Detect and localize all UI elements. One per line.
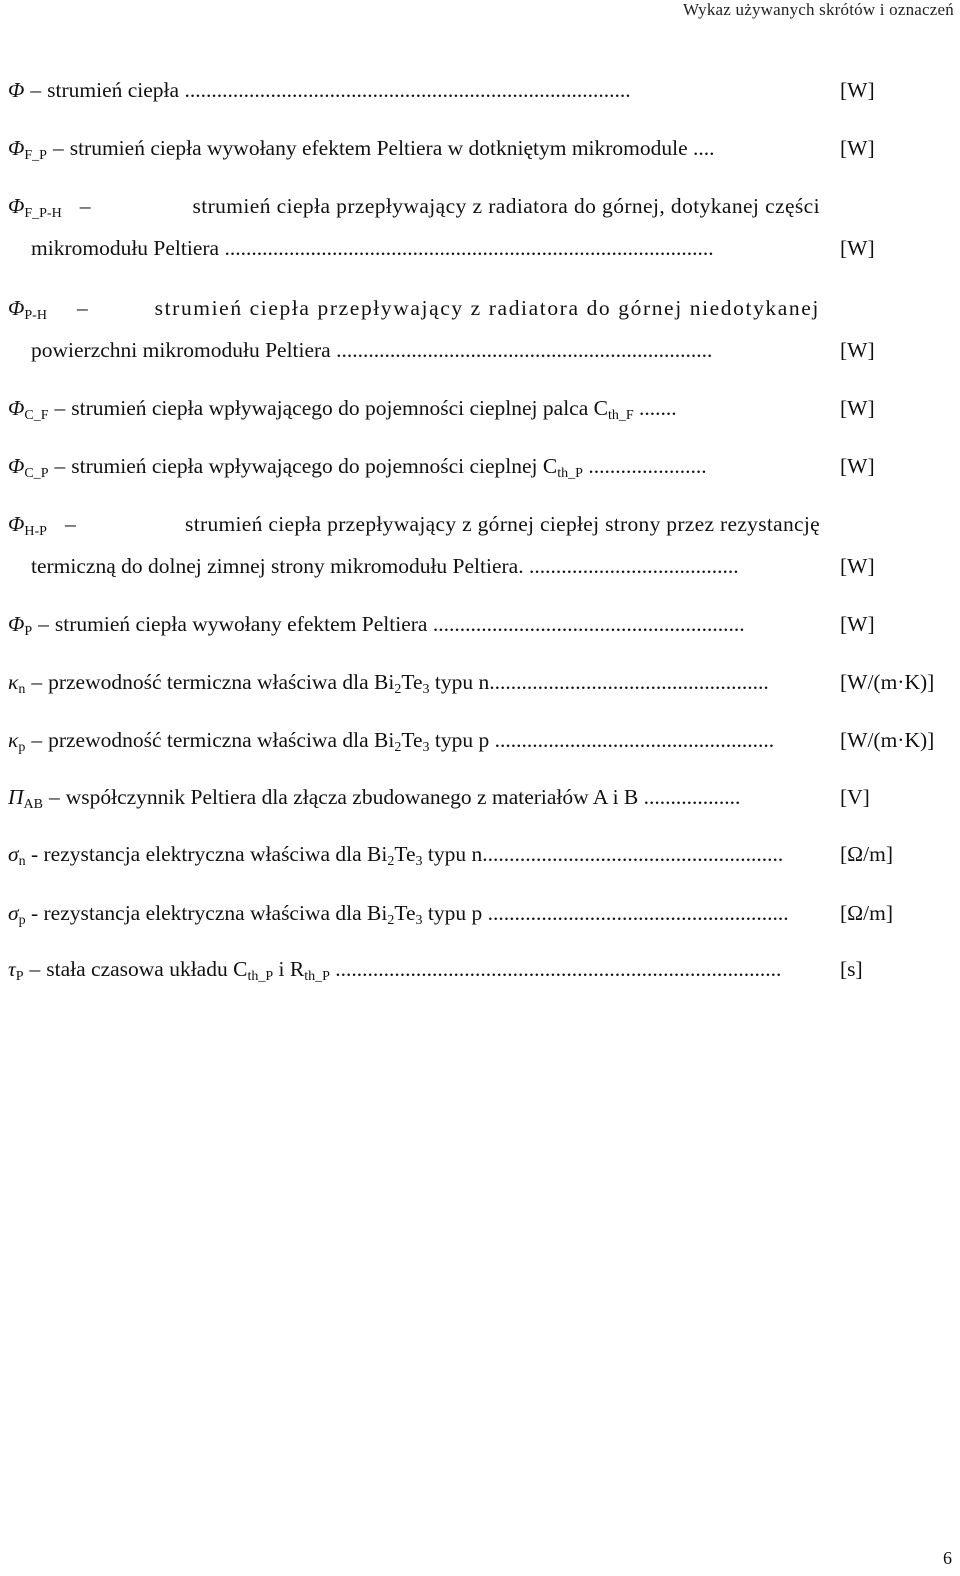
unit: [W] <box>840 338 875 362</box>
unit: [W] <box>840 136 875 160</box>
definition-text: współczynnik Peltiera dla złącza zbudowanego z materiałów A i B .................. <box>65 785 741 809</box>
unit: [W] <box>840 236 875 260</box>
definition-text: - rezystancja elektryczna właściwa dla Bi <box>30 901 388 925</box>
list-item: $\sigma_p$ - rezystancja elektryczna właściwa dla $Bi_2Te_3$ typu p ........................................................ [Ω/m] <box>0 898 960 954</box>
symbol: Φ <box>8 454 25 478</box>
symbol: Φ <box>8 296 25 320</box>
symbol: Φ <box>8 194 25 218</box>
symbol-subscript: P-H <box>24 308 47 323</box>
definition-text: przewodność termiczna właściwa dla Bi <box>48 670 395 694</box>
symbol: σ <box>8 901 19 925</box>
symbol: Φ <box>8 612 25 636</box>
definition-text: strumień ciepła wpływającego do pojemności cieplnej palca <box>71 396 589 420</box>
list-item: $\kappa_p$ – przewodność termiczna właściwa dla $Bi_2Te_3$ typu p .................................................... [W/(m·K)] <box>0 725 960 782</box>
definition-text: strumień ciepła wpływającego do pojemności cieplnej <box>71 454 538 478</box>
list-item: Φ – strumień ciepła ................................................................................... [W] <box>0 75 960 133</box>
symbol: τ <box>8 957 16 981</box>
list-item: $\sigma_n$ - rezystancja elektryczna właściwa dla $Bi_2Te_3$ typu n........................................................ [Ω/m] <box>0 839 960 898</box>
unit: [W] <box>840 612 875 636</box>
symbol: κ <box>8 670 19 694</box>
symbol-subscript: P <box>24 624 33 639</box>
symbol: Φ <box>8 136 25 160</box>
definition-text: strumień ciepła przepływający z górnej ciepłej strony przez rezystancję <box>185 512 820 536</box>
definition-continuation: termiczną do dolnej zimnej strony mikromodułu Peltiera. ....................................... <box>31 554 739 578</box>
definition-continuation: mikromodułu Peltiera ........................................................................................... <box>31 236 714 260</box>
unit: [W/(m·K)] <box>840 728 935 752</box>
symbol-subscript: C_F <box>24 408 49 423</box>
definition-text: strumień ciepła przepływający z radiatora do górnej, dotykanej części <box>192 194 820 218</box>
unit: [W/(m·K)] <box>840 670 935 694</box>
list-item: $\Phi_{F\_P-H}$ – strumień ciepła przepływający z radiatora do górnej, dotykanej części mikromodułu Peltiera ........................................................................................... [W] <box>0 191 960 293</box>
symbol-subscript: p <box>18 913 26 928</box>
list-item: $\Phi_{C\_P}$ – strumień ciepła wpływającego do pojemności cieplnej $C_{th\_P}$ ...................... [W] <box>0 451 960 509</box>
unit: [W] <box>840 554 875 578</box>
list-item: $\Phi_{P-H}$ – strumień ciepła przepływający z radiatora do górnej niedotykanej powierzchni mikromodułu Peltiera ...................................................................... [W] <box>0 293 960 393</box>
unit: [W] <box>840 454 875 478</box>
unit: [W] <box>840 396 875 420</box>
list-item: $\Phi_{F\_P}$ – strumień ciepła wywołany efektem Peltiera w dotkniętym mikromodule .... [W] <box>0 133 960 191</box>
unit: [W] <box>840 78 875 102</box>
symbol: Φ <box>8 78 25 102</box>
symbol-subscript: AB <box>23 797 43 812</box>
definition-text: strumień ciepła wywołany efektem Peltiera .......................................................... <box>54 612 745 636</box>
definition-text: przewodność termiczna właściwa dla Bi <box>48 728 395 752</box>
symbol-subscript: P <box>15 969 24 984</box>
symbol-subscript: n <box>18 854 26 869</box>
list-item: $\Pi_{AB}$ – współczynnik Peltiera dla złącza zbudowanego z materiałów A i B .................. [V] <box>0 782 960 839</box>
running-header: Wykaz używanych skrótów i oznaczeń <box>682 0 954 19</box>
symbol: κ <box>8 728 19 752</box>
symbol: Φ <box>8 512 25 536</box>
unit: [Ω/m] <box>840 901 893 925</box>
symbol-subscript: C_P <box>24 466 49 481</box>
page-number: 6 <box>943 1548 952 1568</box>
list-item: $\Phi_P$ – strumień ciepła wywołany efektem Peltiera .......................................................... [W] <box>0 609 960 667</box>
definition-text: stała czasowa układu C <box>46 957 248 981</box>
list-item: $\Phi_{C\_F}$ – strumień ciepła wpływającego do pojemności cieplnej palca $C_{th\_F}$ ....... [W] <box>0 393 960 451</box>
list-item: $\Phi_{H-P}$ – strumień ciepła przepływający z górnej ciepłej strony przez rezystancję termiczną do dolnej zimnej strony mikromodułu Peltiera. ....................................... [W] <box>0 509 960 609</box>
unit: [V] <box>840 785 870 809</box>
symbol-subscript: n <box>18 682 26 697</box>
symbol: Φ <box>8 396 25 420</box>
symbol-subscript: p <box>18 740 26 755</box>
symbol-subscript: H-P <box>24 524 47 539</box>
symbol-subscript: F_P <box>24 148 47 163</box>
symbol: σ <box>8 842 19 866</box>
definition-text: strumień ciepła ................................................................................... <box>47 78 631 102</box>
definition-text: strumień ciepła przepływający z radiatora do górnej niedotykanej <box>154 296 820 320</box>
list-item: $\tau_P$ – stała czasowa układu $C_{th\_P}$ i $R_{th\_P}$ ................................................................................... [s] <box>0 954 960 1012</box>
symbol-list <box>0 75 960 1012</box>
definition-text: strumień ciepła wywołany efektem Peltiera w dotkniętym mikromodule .... <box>69 136 715 160</box>
symbol-subscript: F_P-H <box>24 206 62 221</box>
definition-text: - rezystancja elektryczna właściwa dla Bi <box>30 842 388 866</box>
list-item: $\kappa_n$ – przewodność termiczna właściwa dla $Bi_2Te_3$ typu n.................................................... [W/(m·K)] <box>0 667 960 725</box>
unit: [Ω/m] <box>840 842 893 866</box>
unit: [s] <box>840 957 863 981</box>
definition-continuation: powierzchni mikromodułu Peltiera ...................................................................... <box>31 338 713 362</box>
symbol: Π <box>8 785 24 809</box>
